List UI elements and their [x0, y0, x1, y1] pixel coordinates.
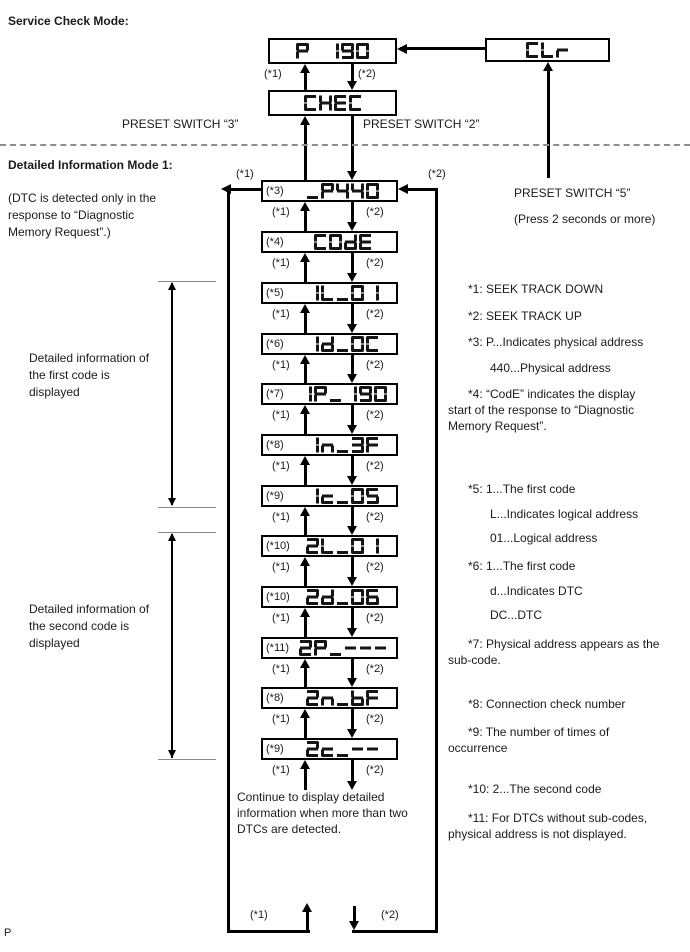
chain-display-box [261, 231, 398, 253]
continue-note-line: Continue to display detailed [237, 790, 385, 804]
section-divider [0, 144, 690, 146]
footnote-line: L...Indicates logical address [490, 507, 639, 521]
arrow-up-line [304, 767, 307, 790]
bracket-tick [158, 759, 216, 760]
seven-segment-value [526, 42, 569, 58]
chain-display-footnote-ref: (*9) [266, 743, 284, 755]
footnote-line: d...Indicates DTC [490, 584, 583, 598]
arrow-down-line [351, 659, 354, 680]
chain-display-box [261, 485, 398, 507]
seek-down-label: (*1) [264, 68, 282, 80]
seek-up-label: (*2) [366, 663, 384, 675]
arrow-up-line [304, 71, 307, 90]
arrow-down-line [351, 709, 354, 731]
arrow-down-icon [347, 171, 357, 180]
chain-display-box [261, 333, 398, 355]
corner-letter: P [4, 927, 12, 939]
footnote [448, 308, 683, 324]
first-code-caption [29, 350, 149, 401]
seek-down-label: (*1) [272, 561, 290, 573]
chain-display-box [261, 180, 398, 202]
arrow-left-icon [397, 44, 407, 54]
footnote-line: *1: SEEK TRACK DOWN [468, 282, 604, 296]
arrow-down-line [351, 304, 354, 326]
chain-display-footnote-ref: (*4) [266, 236, 284, 248]
footnote-line: start of the response to “Diagnostic [448, 403, 635, 417]
arrow-up-line [304, 564, 307, 586]
bracket-tick [158, 507, 216, 508]
chain-display-footnote-ref: (*3) [266, 185, 284, 197]
footnote-line: Memory Request”. [448, 419, 547, 433]
chain-display-value [306, 488, 379, 504]
bracket-line-first-code [171, 283, 173, 505]
arrow-down-line [351, 355, 354, 376]
chain-display-box [261, 434, 398, 456]
arrow-down-line [351, 202, 354, 224]
chain-display-footnote-ref: (*10) [266, 540, 290, 552]
seek-up-label: (*2) [366, 460, 384, 472]
footnote-line: *11: For DTCs without sub-codes, [468, 811, 648, 825]
footnote [448, 530, 683, 546]
footnote-line: *2: SEEK TRACK UP [468, 309, 582, 323]
chain-display-box [261, 637, 398, 659]
caption-line: Detailed information of [29, 602, 150, 616]
chain-display-box [261, 535, 398, 557]
preset5-arrow-line [547, 70, 550, 178]
arrow-down-icon [168, 498, 176, 506]
page-title: Service Check Mode: [8, 14, 129, 28]
footnote-line: DC...DTC [490, 608, 542, 622]
seek-down-label: (*1) [272, 409, 290, 421]
seek-up-label: (*2) [366, 764, 384, 776]
seek-up-label: (*2) [366, 409, 384, 421]
chain-display-box [261, 586, 398, 608]
footnote [448, 481, 683, 497]
arrow-down-icon [347, 476, 357, 485]
seek-down-label: (*1) [236, 168, 254, 180]
arrow-up-icon [168, 282, 176, 290]
footnote [448, 281, 683, 297]
chain-display-box [261, 687, 398, 709]
seek-up-label: (*2) [428, 168, 446, 180]
loop-left-return-line [306, 910, 309, 931]
seven-segment-value [306, 741, 379, 757]
footnote [448, 607, 683, 623]
seek-down-label: (*1) [272, 308, 290, 320]
continue-note-line: information when more than two [237, 806, 408, 820]
seek-down-label: (*1) [272, 612, 290, 624]
arrow-up-line [304, 716, 307, 738]
arrow-down-line [351, 608, 354, 630]
footnote [448, 636, 683, 668]
chain-display-value [306, 589, 379, 605]
chain-display-value [306, 285, 379, 301]
seek-down-label: (*1) [272, 359, 290, 371]
seek-up-label: (*2) [366, 511, 384, 523]
footnote [448, 506, 683, 522]
footnote-line: *5: 1...The first code [468, 482, 576, 496]
seek-down-label: (*1) [250, 909, 268, 921]
chain-display-value [306, 336, 379, 352]
mode1-note [8, 190, 156, 241]
footnote [448, 360, 683, 376]
seek-down-label: (*1) [272, 460, 290, 472]
seven-segment-value [314, 234, 372, 250]
chain-display-value [306, 741, 379, 757]
display-service-mode [268, 38, 397, 64]
bracket-tick [158, 281, 216, 282]
arrow-up-line [304, 362, 307, 383]
chain-display-footnote-ref: (*5) [266, 287, 284, 299]
seven-segment-value [296, 43, 369, 59]
display-clear [485, 38, 610, 62]
arrow-down-line [351, 253, 354, 275]
footnote [448, 334, 683, 350]
seven-segment-value [299, 386, 387, 402]
footnote [448, 781, 683, 797]
arrow-down-icon [347, 374, 357, 383]
seven-segment-value [306, 589, 379, 605]
chain-display-box [261, 282, 398, 304]
arrow-down-line [351, 507, 354, 528]
footnote [448, 583, 683, 599]
preset-switch-3-label: PRESET SWITCH “3” [122, 117, 239, 131]
continue-note-line: DTCs are detected. [237, 822, 342, 836]
seek-up-label: (*2) [366, 308, 384, 320]
loop-left-bottom-line [227, 930, 310, 933]
footnote [448, 386, 683, 434]
chain-display-footnote-ref: (*6) [266, 338, 284, 350]
seven-segment-value [306, 538, 379, 554]
seven-segment-value [306, 183, 379, 199]
footnote [448, 558, 683, 574]
arrow-down-line [351, 456, 354, 478]
chain-display-value [306, 183, 379, 199]
seven-segment-value [304, 95, 362, 111]
seek-up-label: (*2) [366, 257, 384, 269]
chain-display-value [299, 386, 387, 402]
footnote-line: physical address is not displayed. [448, 827, 627, 841]
arrow-down-line [351, 557, 354, 579]
arrow-down-icon [347, 577, 357, 586]
footnote-line: *9: The number of times of [468, 725, 610, 739]
continue-note [237, 789, 437, 837]
seek-up-label: (*2) [366, 359, 384, 371]
loop-right-bottom-line [352, 930, 438, 933]
arrow-up-line [304, 412, 307, 434]
arrow-up-line [304, 209, 307, 231]
footnote-line: *3: P...Indicates physical address [468, 335, 644, 349]
chain-display-value [306, 690, 379, 706]
footnote-line: 01...Logical address [490, 531, 598, 545]
display-check-value [304, 95, 362, 111]
arrow-up-line [304, 260, 307, 282]
chain-display-footnote-ref: (*7) [266, 388, 284, 400]
footnote [448, 696, 683, 712]
arrow-up-line [304, 123, 307, 180]
mode1-title: Detailed Information Mode 1: [8, 158, 173, 172]
arrow-up-line [304, 514, 307, 535]
loop-right-entry-line [408, 188, 438, 191]
seven-segment-value [299, 640, 387, 656]
arrow-down-icon [347, 425, 357, 434]
loop-left-exit-line [231, 188, 261, 191]
seek-up-label: (*2) [366, 561, 384, 573]
preset-switch-5-note: (Press 2 seconds or more) [514, 212, 656, 226]
footnote [448, 810, 683, 842]
footnote-line: sub-code. [448, 653, 501, 667]
chain-display-value [306, 437, 379, 453]
footnote [448, 724, 683, 756]
arrow-down-line [351, 760, 354, 783]
mode1-note-line: response to “Diagnostic [8, 208, 135, 222]
arrow-down-icon [347, 628, 357, 637]
arrow-clear-to-service-line [400, 47, 485, 50]
seek-up-label: (*2) [366, 612, 384, 624]
chain-display-footnote-ref: (*11) [266, 642, 290, 654]
seek-down-label: (*1) [272, 257, 290, 269]
display-service-mode-value [296, 43, 369, 59]
seek-down-label: (*1) [272, 663, 290, 675]
display-clear-value [526, 42, 569, 58]
chain-display-box [261, 383, 398, 405]
footnote-line: *6: 1...The first code [468, 559, 576, 573]
seek-up-label: (*2) [381, 909, 399, 921]
arrow-up-line [304, 666, 307, 687]
arrow-down-icon [349, 921, 359, 930]
mode1-note-line: Memory Request”.) [8, 225, 111, 239]
footnote-line: *10: 2...The second code [468, 782, 602, 796]
footnote-line: *8: Connection check number [468, 697, 626, 711]
arrow-up-line [304, 311, 307, 333]
preset-switch-5-label: PRESET SWITCH “5” [514, 186, 631, 200]
loop-left-line [227, 188, 230, 933]
caption-line: displayed [29, 636, 80, 650]
chain-display-value [299, 640, 387, 656]
chain-display-box [261, 738, 398, 760]
arrow-up-line [304, 615, 307, 637]
chain-display-footnote-ref: (*9) [266, 490, 284, 502]
chain-display-value [314, 234, 372, 250]
arrow-up-line [304, 463, 307, 485]
seek-down-label: (*1) [272, 764, 290, 776]
seek-up-label: (*2) [366, 713, 384, 725]
arrow-up-icon [168, 533, 176, 541]
arrow-left-icon [398, 184, 408, 194]
arrow-down-icon [168, 750, 176, 758]
chain-display-footnote-ref: (*10) [266, 591, 290, 603]
second-code-caption [29, 601, 149, 652]
arrow-down-icon [347, 81, 357, 90]
chain-display-footnote-ref: (*8) [266, 439, 284, 451]
seven-segment-value [306, 437, 379, 453]
seek-down-label: (*1) [272, 511, 290, 523]
seven-segment-value [306, 336, 379, 352]
footnote-line: *7: Physical address appears as the [468, 637, 660, 651]
arrow-down-icon [347, 222, 357, 231]
caption-line: Detailed information of [29, 351, 150, 365]
seek-down-label: (*1) [272, 713, 290, 725]
footnote-line: 440...Physical address [490, 361, 611, 375]
preset-switch-2-label: PRESET SWITCH “2” [363, 117, 480, 131]
seek-up-label: (*2) [358, 68, 376, 80]
bracket-tick [158, 532, 216, 533]
seven-segment-value [306, 488, 379, 504]
arrow-down-icon [347, 729, 357, 738]
mode1-note-line: (DTC is detected only in the [8, 191, 157, 205]
chain-display-footnote-ref: (*8) [266, 692, 284, 704]
seek-down-label: (*1) [272, 206, 290, 218]
seven-segment-value [306, 690, 379, 706]
caption-line: the first code is [29, 368, 110, 382]
chain-display-value [306, 538, 379, 554]
seek-up-label: (*2) [366, 206, 384, 218]
display-check [268, 90, 397, 116]
arrow-down-icon [347, 526, 357, 535]
arrow-down-icon [347, 273, 357, 282]
caption-line: the second code is [29, 619, 130, 633]
seven-segment-value [306, 285, 379, 301]
bracket-line-second-code [171, 534, 173, 758]
caption-line: displayed [29, 385, 80, 399]
arrow-down-icon [347, 324, 357, 333]
arrow-down-icon [347, 678, 357, 687]
footnote-line: occurrence [448, 741, 508, 755]
arrow-down-line [351, 405, 354, 427]
footnote-line: *4: “CodE” indicates the display [468, 387, 636, 401]
